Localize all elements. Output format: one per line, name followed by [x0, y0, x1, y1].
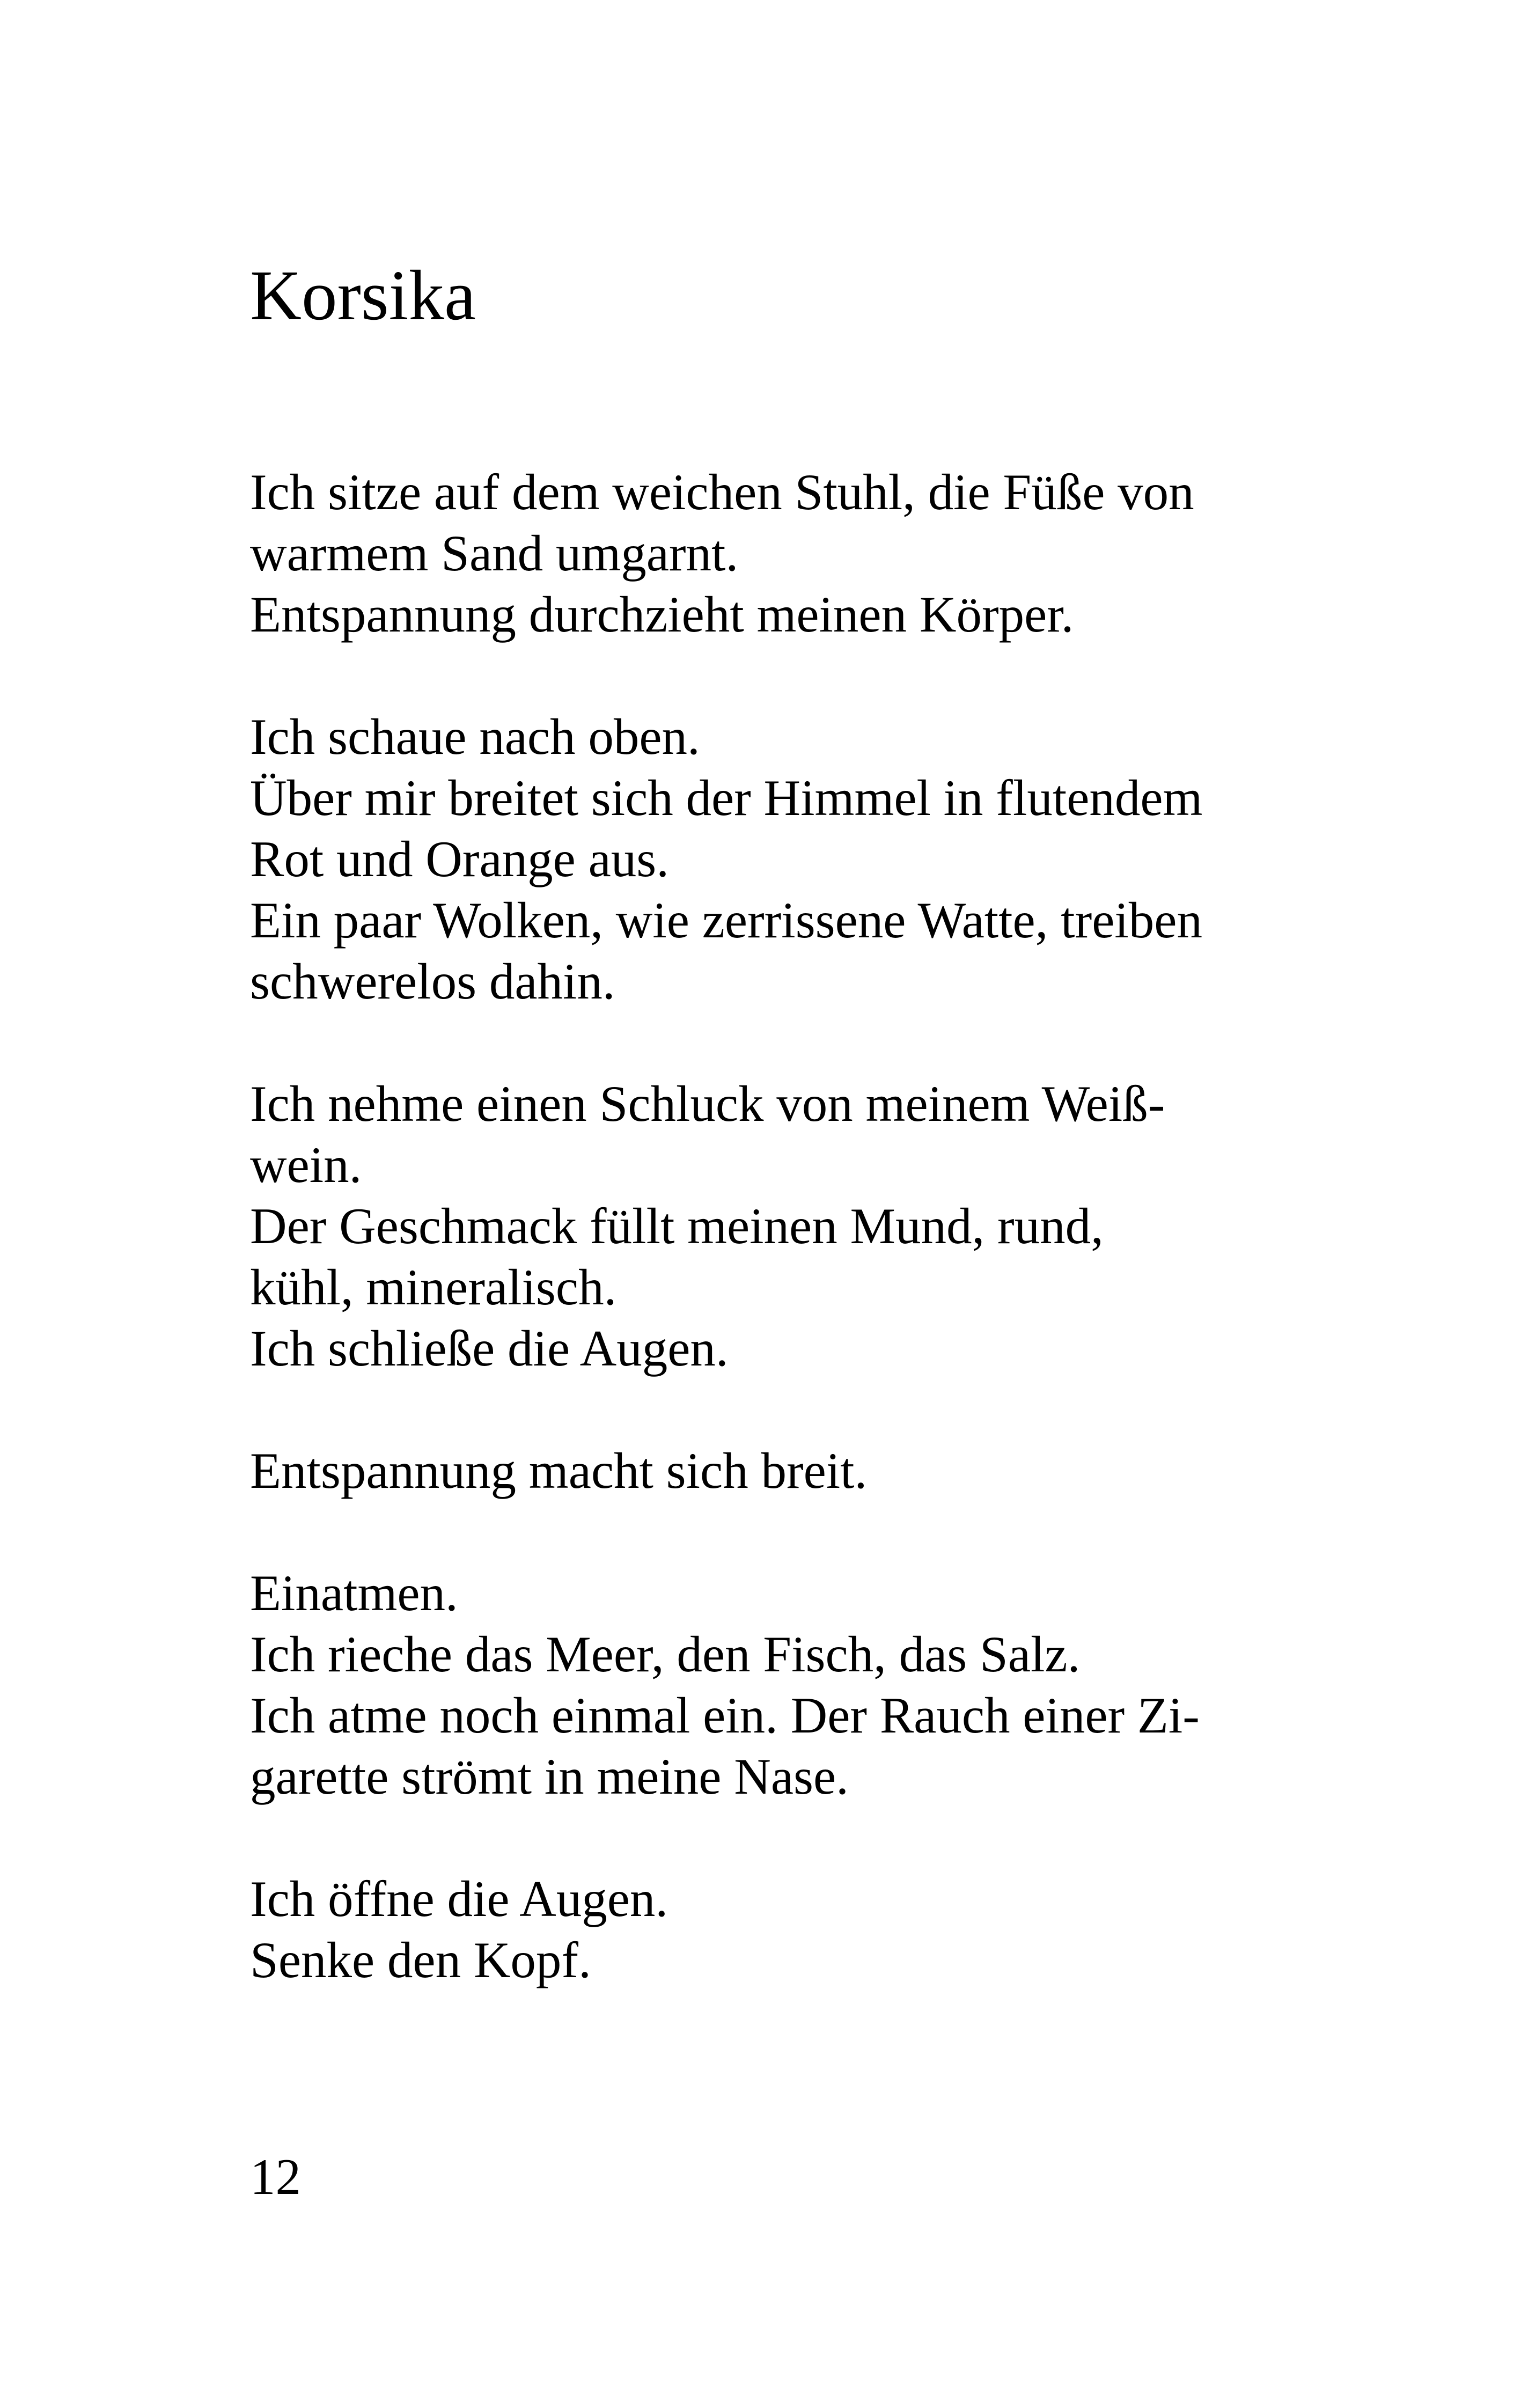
poem-line: Der Geschmack füllt meinen Mund, rund,	[250, 1198, 1104, 1254]
poem-line: warmem Sand umgarnt.	[250, 525, 739, 582]
poem-line: kühl, mineralisch.	[250, 1259, 617, 1316]
stanza	[250, 1562, 1323, 1807]
poem-line: Über mir breitet sich der Himmel in flutendem	[250, 769, 1203, 826]
poem-body	[250, 461, 1323, 1991]
page-number: 12	[250, 2148, 301, 2205]
poem-line: Ich schließe die Augen.	[250, 1320, 729, 1377]
poem-line: Einatmen.	[250, 1565, 458, 1621]
poem-line: Ich nehme einen Schluck von meinem Weiß-	[250, 1075, 1165, 1132]
stanza-spacer	[250, 645, 1323, 706]
poem-line: Ein paar Wolken, wie zerrissene Watte, treiben	[250, 892, 1202, 949]
poem-line: Entspannung durchzieht meinen Körper.	[250, 586, 1074, 643]
poem-line: Ich sitze auf dem weichen Stuhl, die Füße von	[250, 464, 1194, 520]
poem-line: Entspannung macht sich breit.	[250, 1442, 868, 1499]
stanza-spacer	[250, 1379, 1323, 1440]
poem-line: Ich schaue nach oben.	[250, 708, 700, 765]
stanza-spacer	[250, 1807, 1323, 1868]
stanza	[250, 1440, 1323, 1501]
poem-line: Senke den Kopf.	[250, 1932, 591, 1988]
stanza	[250, 1073, 1323, 1379]
stanza-spacer	[250, 1501, 1323, 1562]
poem-line: Ich rieche das Meer, den Fisch, das Salz.	[250, 1626, 1081, 1683]
stanza	[250, 1868, 1323, 1991]
poem-line: Ich atme noch einmal ein. Der Rauch einer Zi-	[250, 1687, 1200, 1744]
poem-line: Rot und Orange aus.	[250, 831, 669, 887]
poem-line: Ich öffne die Augen.	[250, 1870, 668, 1927]
stanza-spacer	[250, 1012, 1323, 1073]
poem-line: garette strömt in meine Nase.	[250, 1748, 849, 1805]
stanza	[250, 706, 1323, 1012]
poem-line: schwerelos dahin.	[250, 953, 615, 1010]
poem-title: Korsika	[250, 255, 476, 335]
poem-line: wein.	[250, 1136, 362, 1193]
stanza	[250, 461, 1323, 645]
